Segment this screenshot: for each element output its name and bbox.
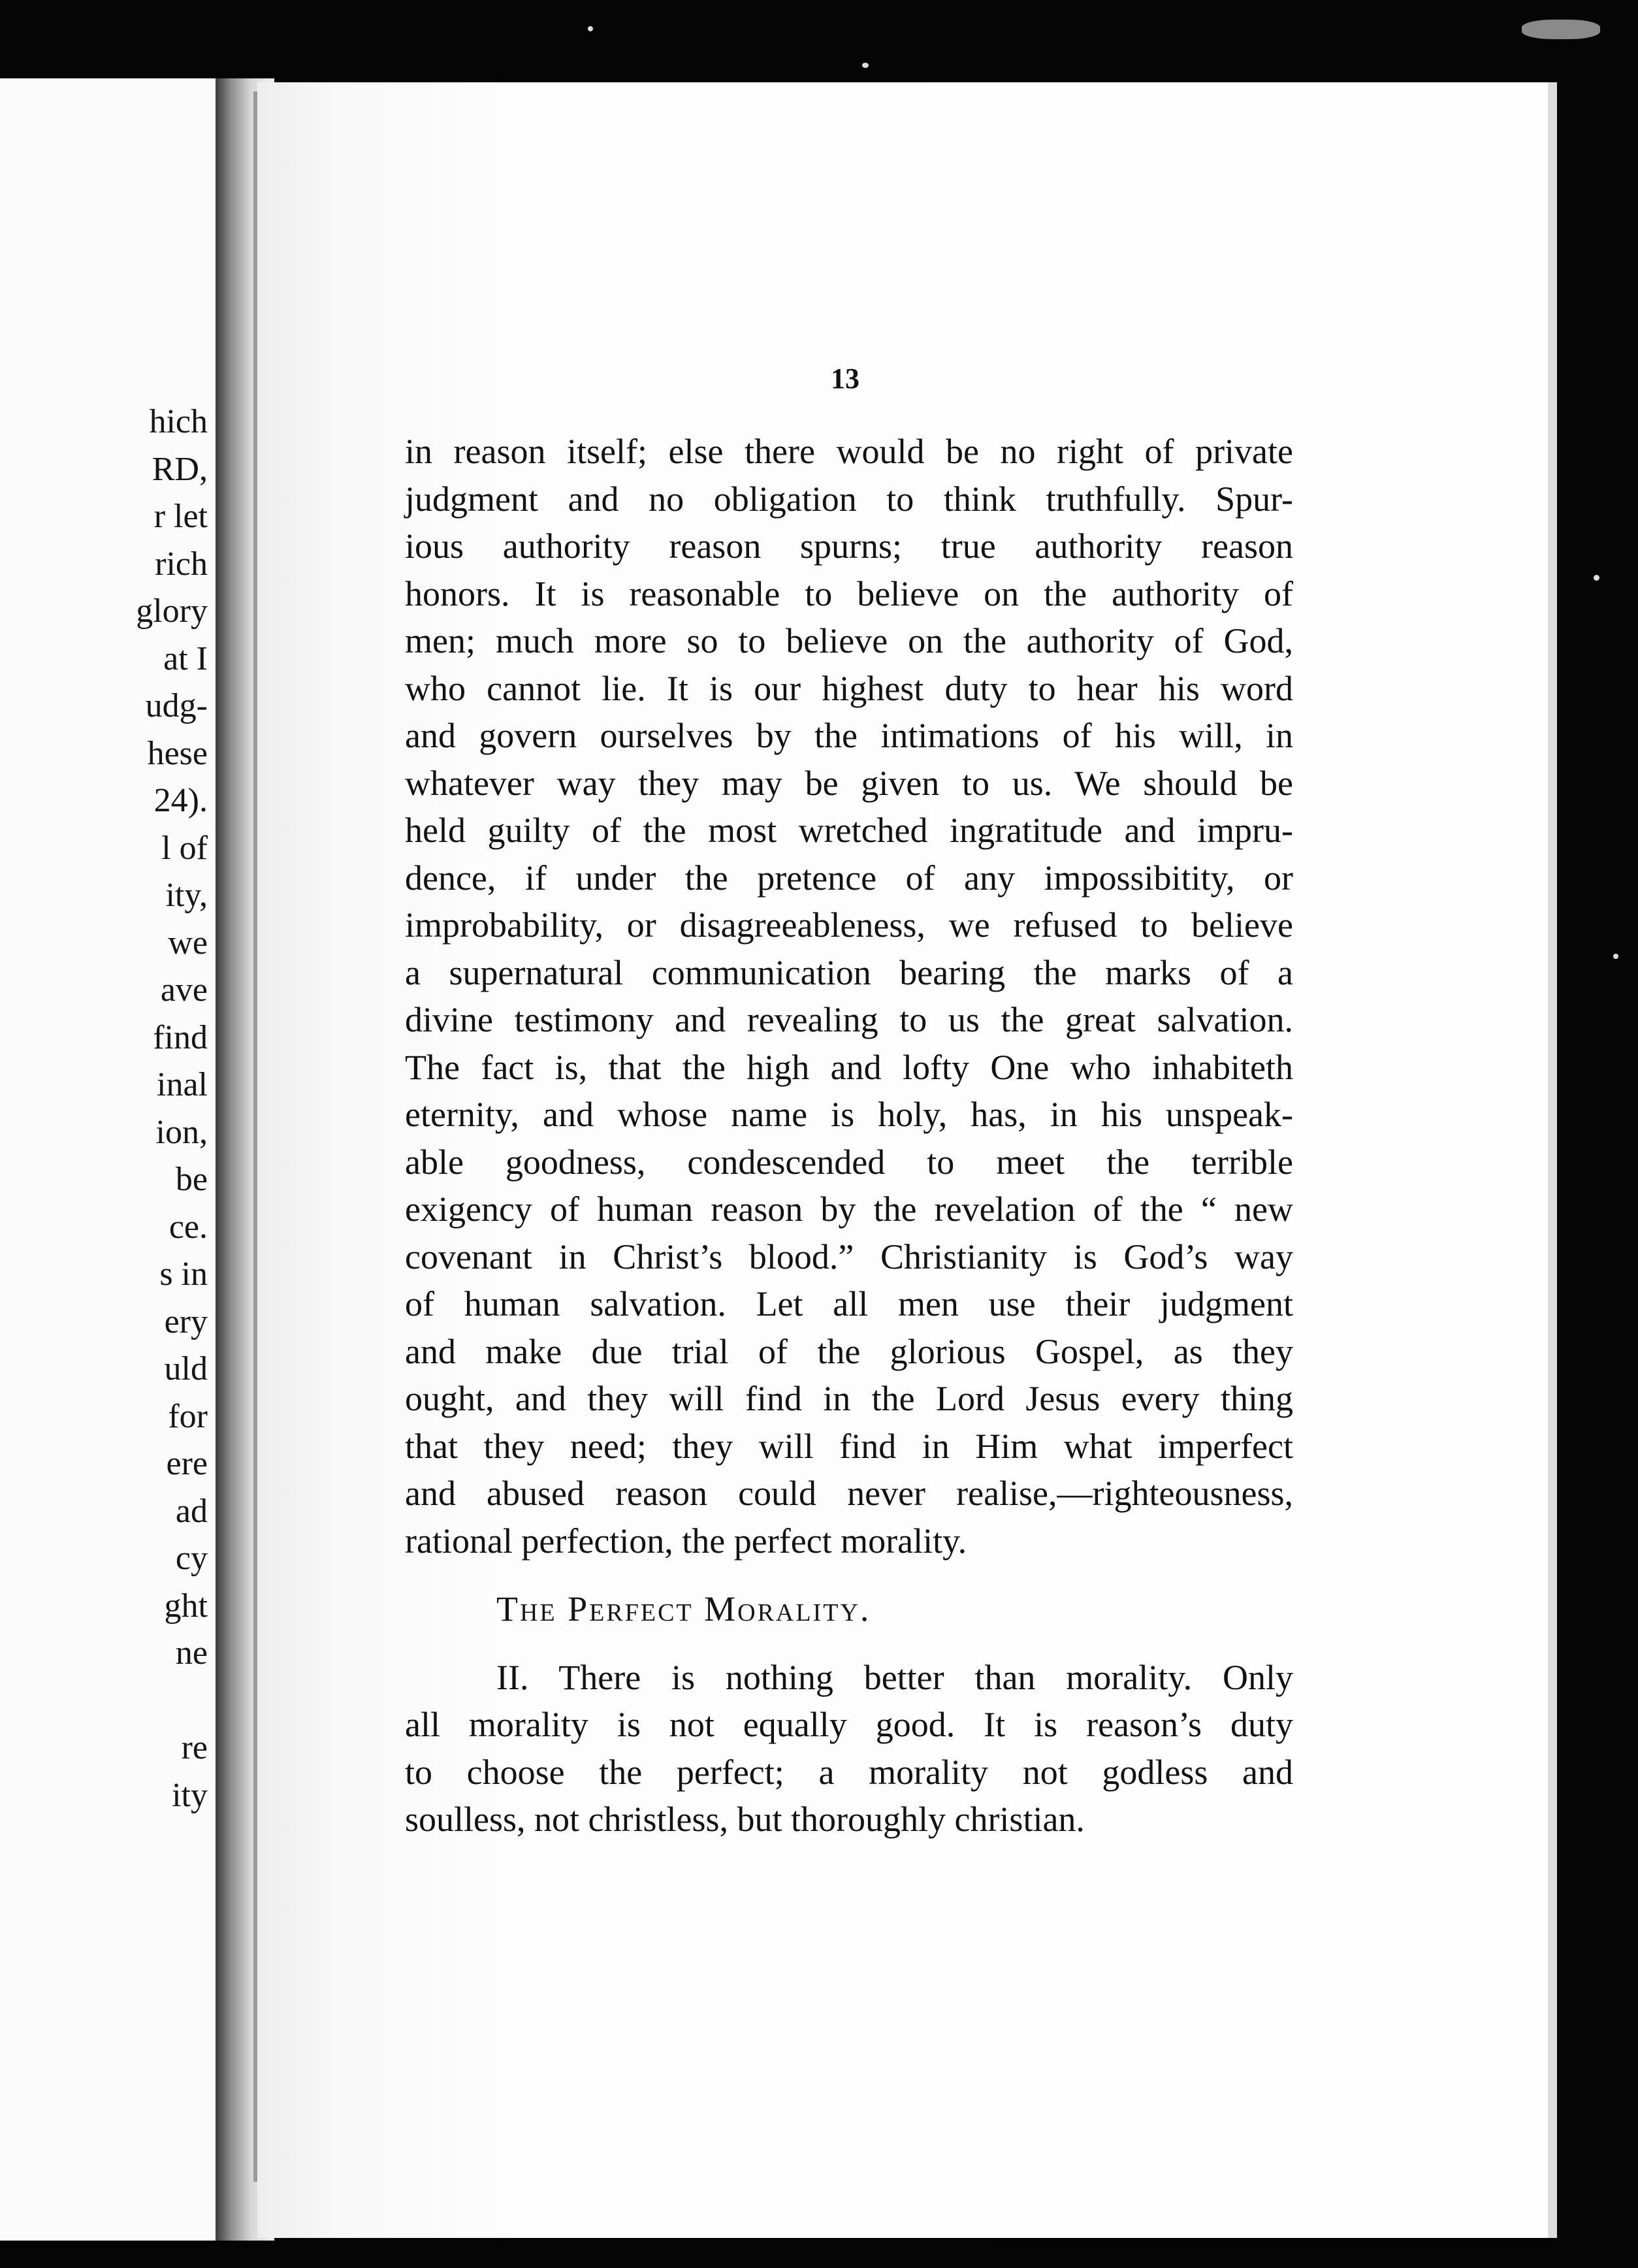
left-page-line: ity (172, 1776, 208, 1814)
left-page-line: ity, (165, 877, 208, 914)
text-line: exigency of human reason by the revelation of the “ new (405, 1190, 1293, 1229)
section-heading: The Perfect Morality. (496, 1589, 871, 1628)
text-line: held guilty of the most wretched ingratitude and impru- (405, 811, 1293, 850)
left-page-line: l of (161, 829, 208, 867)
scan-speck (1522, 20, 1600, 39)
text-line: improbability, or disagreeableness, we refused to believe (405, 905, 1293, 945)
body-text (405, 428, 1293, 1843)
left-page-line: glory (136, 592, 208, 630)
left-page-line: RD, (152, 450, 208, 488)
scan-speck (1594, 575, 1599, 581)
paragraph-1 (405, 428, 1293, 1564)
text-line: a supernatural communication bearing the marks of a (405, 952, 1293, 992)
scan-speck (1613, 954, 1618, 959)
left-page-line: uld (164, 1350, 208, 1387)
left-page-line: ery (164, 1303, 208, 1340)
left-page-line: ne (175, 1634, 208, 1672)
text-line: that they need; they will find in Him what imperfect (405, 1426, 1293, 1466)
text-line: ought, and they will find in the Lord Jesus every thing (405, 1379, 1293, 1418)
left-page-line: ave (160, 971, 208, 1009)
text-line: rational perfection, the perfect morality. (405, 1521, 967, 1561)
text-line: who cannot lie. It is our highest duty to hear his word (405, 668, 1293, 708)
left-page-line: rich (155, 545, 208, 583)
text-line: able goodness, condescended to meet the terrible (405, 1142, 1293, 1182)
left-page-line: hese (147, 734, 208, 772)
left-page-text (136, 398, 208, 1819)
left-page-line (136, 1677, 208, 1725)
text-line: whatever way they may be given to us. We should be (405, 763, 1293, 803)
left-page-line: at I (163, 640, 208, 677)
text-line: divine testimony and revealing to us the great salvation. (405, 1000, 1293, 1039)
text-line: II. There is nothing better than morality. Only (496, 1657, 1293, 1697)
page-number: 13 (831, 363, 859, 395)
left-page-line: ad (175, 1492, 208, 1530)
left-page-line: we (168, 924, 208, 962)
text-line: and abused reason could never realise,—righteousness, (405, 1474, 1293, 1513)
text-line: ious authority reason spurns; true authority reason (405, 526, 1293, 566)
text-line: in reason itself; else there would be no right of private (405, 432, 1293, 471)
left-page-line: be (175, 1161, 208, 1198)
left-page-line: ere (166, 1445, 208, 1482)
text-line: dence, if under the pretence of any impossibitity, or (405, 858, 1293, 898)
text-line: of human salvation. Let all men use their judgment (405, 1284, 1293, 1323)
paragraph-2 (405, 1654, 1293, 1843)
text-line: eternity, and whose name is holy, has, in his unspeak- (405, 1095, 1293, 1134)
left-page-line: for (168, 1397, 208, 1435)
left-page-line: hich (149, 403, 208, 440)
left-page-line: ion, (155, 1113, 208, 1151)
left-page-line: re (181, 1729, 208, 1766)
left-facing-page (0, 78, 216, 2241)
left-page-line: find (153, 1018, 208, 1056)
text-line: covenant in Christ’s blood.” Christianity is God’s way (405, 1237, 1293, 1276)
text-line: men; much more so to believe on the authority of God, (405, 621, 1293, 660)
text-line: judgment and no obligation to think truthfully. Spur- (405, 479, 1293, 519)
scan-speck (588, 26, 593, 31)
left-page-line: ce. (169, 1208, 208, 1246)
left-page-line: r let (153, 498, 208, 535)
page-right-edge (1548, 82, 1557, 2238)
left-page-line: inal (157, 1066, 208, 1103)
left-page-line: udg- (145, 687, 208, 724)
text-line: The fact is, that the high and lofty One who inhabiteth (405, 1047, 1293, 1087)
left-page-line: s in (159, 1256, 208, 1293)
text-line: and govern ourselves by the intimations of his will, in (405, 716, 1293, 755)
text-line: and make due trial of the glorious Gospel, as they (405, 1331, 1293, 1371)
text-line: all morality is not equally good. It is reason’s duty (405, 1705, 1293, 1744)
left-page-line: 24). (153, 782, 208, 819)
scan-speck (862, 63, 869, 68)
left-page-line: ght (164, 1587, 208, 1625)
text-line: soulless, not christless, but thoroughly christian. (405, 1800, 1085, 1839)
text-line: honors. It is reasonable to believe on the authority of (405, 574, 1293, 613)
left-page-line: cy (175, 1540, 208, 1577)
text-line: to choose the perfect; a morality not godless and (405, 1752, 1293, 1792)
